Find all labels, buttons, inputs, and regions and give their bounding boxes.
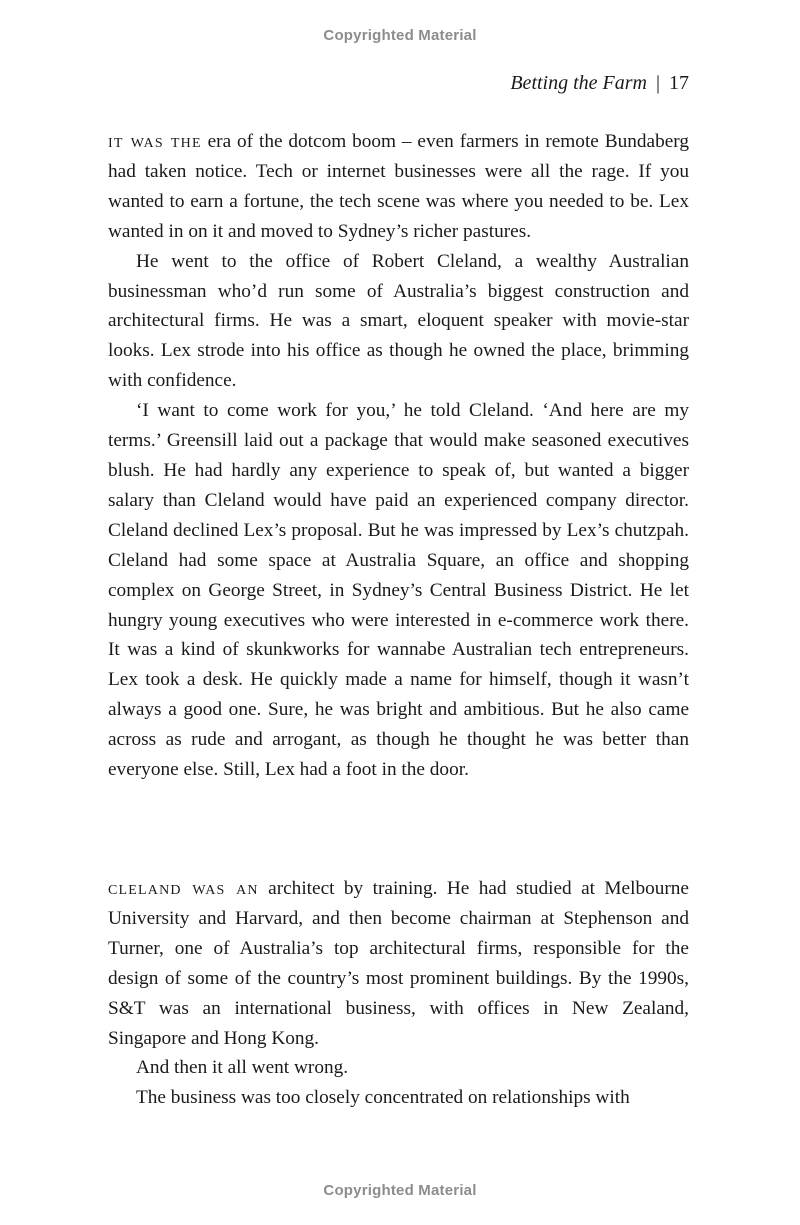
running-head-separator: | (655, 72, 660, 94)
copyright-watermark-top: Copyrighted Material (323, 27, 477, 44)
section-1 (108, 127, 689, 785)
paragraph-3: ‘I want to come work for you,’ he told Cleland. ‘And here are my terms.’ Greensill laid out a package that would make seasoned executives blush. He had hardly any experience to speak of, but wanted a bigger salary than Cleland would have paid an experienced company director. Cleland declined Lex’s proposal. But he was impressed by Lex’s chutzpah. Cleland had some space at Australia Square, an office and shopping complex on George Street, in Sydney’s Central Business District. He let hungry young executives who were interested in e-commerce work there. It was a kind of skunkworks for wannabe Australian tech entrepreneurs. Lex took a desk. He quickly made a name for himself, though it wasn’t always a good one. Sure, he was bright and ambitious. But he also came across as rude and arrogant, as though he thought he was better than everyone else. Still, Lex had a foot in the door. (108, 400, 689, 781)
paragraph-6: The business was too closely concentrated on relationships with (136, 1087, 630, 1109)
section-2-lead-in: cleland was an (108, 878, 259, 899)
section-2 (108, 874, 689, 1113)
section-1-lead-in: it was the (108, 131, 202, 152)
paragraph-5: And then it all went wrong. (136, 1057, 349, 1079)
paragraph-4 (108, 874, 689, 1053)
paragraph-1-text: era of the dotcom boom – even farmers in remote Bundaberg had taken notice. Tech or internet businesses were all the rage. If you wanted to earn a fortune, the tech scene was where you needed to be. Lex wanted in on it and moved to Sydney’s richer pastures. (108, 131, 689, 242)
paragraph-4-text: architect by training. He had studied at Melbourne University and Harvard, and then become chairman at Stephenson and Turner, one of Australia’s top architectural firms, responsible for the design of some of the country’s most prominent buildings. By the 1990s, S&T was an international business, with offices in New Zealand, Singapore and Hong Kong. (108, 878, 689, 1049)
paragraph-2: He went to the office of Robert Cleland, a wealthy Australian businessman who’d run some of Australia’s biggest construction and architectural firms. He was a smart, eloquent speaker with movie-star looks. Lex strode into his office as though he owned the place, brimming with confidence. (108, 250, 689, 392)
copyright-watermark-bottom: Copyrighted Material (323, 1182, 477, 1199)
paragraph-1 (108, 127, 689, 247)
page-number: 17 (669, 72, 689, 94)
running-head-title: Betting the Farm (510, 72, 647, 94)
running-head (510, 72, 689, 95)
